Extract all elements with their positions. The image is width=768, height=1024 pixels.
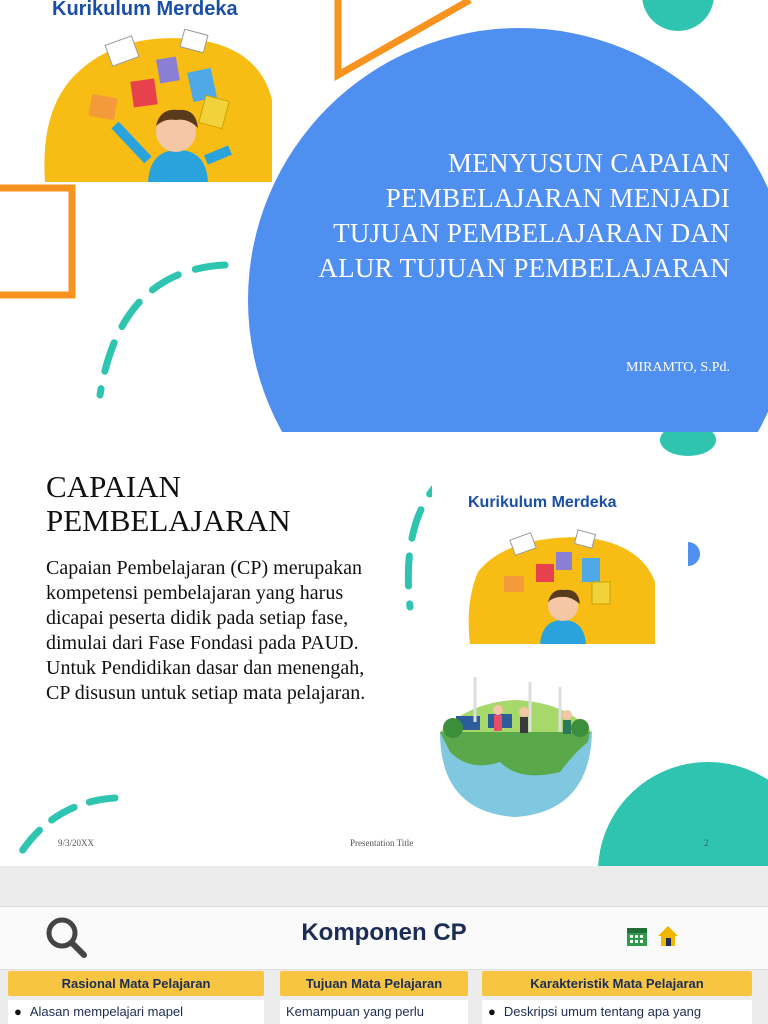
slide-title: [0, 0, 768, 432]
column-header-karakteristik: Karakteristik Mata Pelajaran: [482, 971, 752, 996]
bullet-icon: ●: [14, 1004, 22, 1019]
author-name: MIRAMTO, S.Pd.: [626, 360, 730, 375]
kurikulum-merdeka-logo: Kurikulum Merdeka: [52, 0, 238, 20]
section-heading: CAPAIAN PEMBELAJARAN: [46, 469, 291, 538]
slide-komponen-cp: [0, 866, 768, 1024]
section-body-text: Capaian Pembelajaran (CP) merupakan kompetensi pembelajaran yang harus dicapai peserta didik pada setiap fase, dimulai dari Fase Fondasi pada PAUD. Untuk Pendidikan dasar dan menengah, CP disusun untuk setiap mata pelajaran.: [46, 557, 366, 704]
slide-capaian: [0, 432, 768, 866]
dashed-arc-shape: [100, 265, 225, 395]
column-header-tujuan: Tujuan Mata Pelajaran: [280, 971, 468, 996]
orange-square-shape: [0, 188, 72, 295]
kurikulum-merdeka-logo: Kurikulum Merdeka: [468, 494, 617, 511]
teal-big-circle-shape: [598, 762, 768, 866]
column-header-rasional: Rasional Mata Pelajaran: [8, 971, 264, 996]
column-body-karakteristik: ● Deskripsi umum tentang apa yang: [482, 1000, 752, 1024]
komponen-title: Komponen CP: [301, 919, 467, 946]
footer-page-number: 2: [704, 838, 709, 848]
dashed-arc-bottom-shape: [15, 798, 115, 862]
komponen-banner: [0, 906, 768, 970]
teal-circle-shape: [642, 0, 714, 31]
footer-date: 9/3/20XX: [58, 838, 94, 848]
footer-title: Presentation Title: [350, 838, 414, 848]
bullet-icon: ●: [488, 1004, 496, 1019]
teal-circle-shape: [660, 432, 716, 456]
presentation-title: MENYUSUN CAPAIAN PEMBELAJARAN MENJADI TUJUAN PEMBELAJARAN DAN ALUR TUJUAN PEMBELAJARAN: [318, 148, 730, 283]
column-body-tujuan: Kemampuan yang perlu: [280, 1000, 468, 1024]
eco-globe-illustration: [440, 677, 592, 817]
home-icon: [656, 924, 680, 948]
column-body-rasional: ● Alasan mempelajari mapel: [8, 1000, 264, 1024]
calendar-icon: [626, 925, 648, 947]
